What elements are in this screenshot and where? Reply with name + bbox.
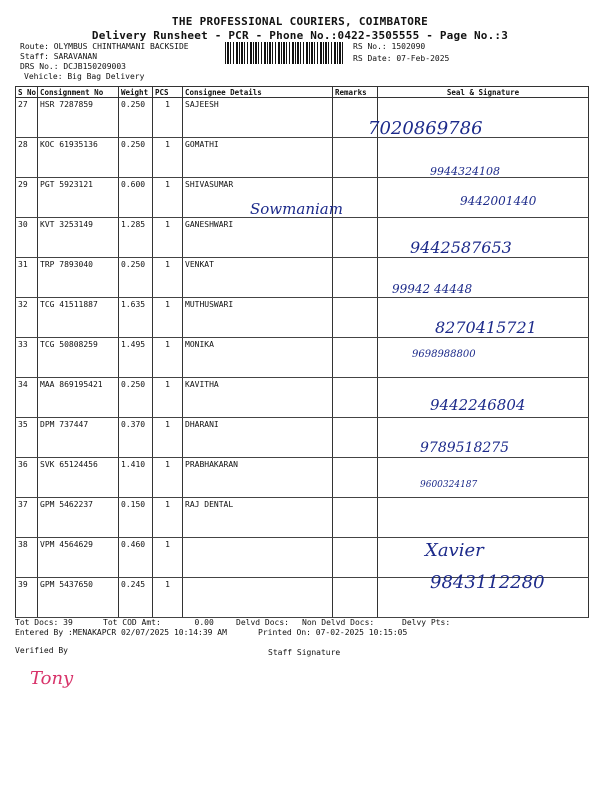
cell-weight: 1.285 — [119, 218, 153, 258]
cell-signature — [378, 338, 589, 378]
barcode — [225, 42, 345, 64]
entered-by: Entered By :MENAKAPCR 02/07/2025 10:14:39 AM — [15, 628, 227, 637]
cell-pcs: 1 — [153, 258, 183, 298]
cell-consignment: KOC 61935136 — [38, 138, 119, 178]
cell-consignee: DHARANI — [183, 418, 333, 458]
handwritten-signature-27: 7020869786 — [368, 118, 483, 139]
cell-consignee: KAVITHA — [183, 378, 333, 418]
cell-remarks — [333, 578, 378, 618]
handwritten-signature-33: 9698988800 — [412, 349, 476, 360]
drs-number: DRS No.: DCJB150209003 — [20, 62, 126, 71]
cell-consignment: TRP 7893040 — [38, 258, 119, 298]
cell-weight: 0.250 — [119, 378, 153, 418]
cell-consignment: PGT 5923121 — [38, 178, 119, 218]
page-title: THE PROFESSIONAL COURIERS, COIMBATORE — [171, 15, 429, 28]
cell-remarks — [333, 538, 378, 578]
cell-consignee: RAJ DENTAL — [183, 498, 333, 538]
runsheet-table — [15, 86, 589, 618]
cell-consignment: DPM 737447 — [38, 418, 119, 458]
staff-label: Staff: SARAVANAN — [20, 52, 98, 61]
verified-by-label: Verified By — [15, 646, 68, 655]
cell-pcs: 1 — [153, 378, 183, 418]
cell-remarks — [333, 338, 378, 378]
route-label: Route: OLYMBUS CHINTHAMANI BACKSIDE — [20, 42, 189, 51]
cell-weight: 0.460 — [119, 538, 153, 578]
cell-consignee: GOMATHI — [183, 138, 333, 178]
handwritten-signature-29: 9442001440 — [460, 194, 537, 208]
cell-consignee: GANESHWARI — [183, 218, 333, 258]
cell-sno: 36 — [16, 458, 38, 498]
handwritten-signature-35: 9789518275 — [420, 440, 510, 456]
cell-sno: 30 — [16, 218, 38, 258]
table-header-row — [16, 87, 589, 98]
cell-consignment: MAA 869195421 — [38, 378, 119, 418]
cell-signature — [378, 458, 589, 498]
col-pcs: PCS — [153, 87, 183, 98]
handwritten-signature-28: 9944324108 — [430, 165, 500, 178]
col-sno: S No — [16, 87, 38, 98]
cell-sno: 39 — [16, 578, 38, 618]
page-subtitle: Delivery Runsheet - PCR - Phone No.:0422-3505555 - Page No.:3 — [91, 29, 509, 42]
cell-weight: 1.410 — [119, 458, 153, 498]
cell-sno: 35 — [16, 418, 38, 458]
handwritten-name-29: Sowmaniam — [250, 200, 343, 218]
handwritten-signature-36: 9600324187 — [420, 480, 478, 490]
cell-remarks — [333, 218, 378, 258]
cell-remarks — [333, 138, 378, 178]
col-consignment: Consignment No — [38, 87, 119, 98]
cell-pcs: 1 — [153, 178, 183, 218]
cell-pcs: 1 — [153, 538, 183, 578]
cell-consignment: TCG 50808259 — [38, 338, 119, 378]
cell-consignment: GPM 5462237 — [38, 498, 119, 538]
table-row — [16, 458, 589, 498]
total-docs: Tot Docs: 39 — [15, 618, 73, 627]
cell-consignee: MUTHUSWARI — [183, 298, 333, 338]
cell-consignment: HSR 7287859 — [38, 98, 119, 138]
cell-weight: 1.495 — [119, 338, 153, 378]
table-row — [16, 258, 589, 298]
delivery-points: Delvy Pts: — [402, 618, 451, 627]
staff-signature-label: Staff Signature — [268, 648, 341, 657]
cell-sno: 34 — [16, 378, 38, 418]
handwritten-name-38: Xavier — [425, 540, 484, 561]
cell-weight: 0.600 — [119, 178, 153, 218]
cell-remarks — [333, 258, 378, 298]
cell-weight: 0.370 — [119, 418, 153, 458]
cell-pcs: 1 — [153, 498, 183, 538]
cell-remarks — [333, 498, 378, 538]
col-remarks: Remarks — [333, 87, 378, 98]
verifier-signature: Tony — [30, 668, 74, 689]
cell-consignment: VPM 4564629 — [38, 538, 119, 578]
printed-on: Printed On: 07-02-2025 10:15:05 — [258, 628, 408, 637]
cell-consignee: PRABHAKARAN — [183, 458, 333, 498]
cell-weight: 0.250 — [119, 98, 153, 138]
delivered-docs: Delvd Docs: — [236, 618, 289, 627]
cell-consignment: GPM 5437650 — [38, 578, 119, 618]
col-signature: Seal & Signature — [378, 87, 589, 98]
cell-sno: 27 — [16, 98, 38, 138]
cell-weight: 0.250 — [119, 138, 153, 178]
table-row — [16, 98, 589, 138]
cell-consignee — [183, 578, 333, 618]
non-delivered-docs: Non Delvd Docs: — [302, 618, 375, 627]
cell-sno: 33 — [16, 338, 38, 378]
cell-sno: 29 — [16, 178, 38, 218]
cell-sno: 32 — [16, 298, 38, 338]
cell-weight: 1.635 — [119, 298, 153, 338]
handwritten-signature-34: 9442246804 — [430, 396, 526, 414]
cell-weight: 0.150 — [119, 498, 153, 538]
cell-sno: 28 — [16, 138, 38, 178]
cell-consignee: SHIVASUMAR — [183, 178, 333, 218]
cell-consignment: SVK 65124456 — [38, 458, 119, 498]
table-row — [16, 138, 589, 178]
cell-weight: 0.250 — [119, 258, 153, 298]
cell-pcs: 1 — [153, 98, 183, 138]
handwritten-signature-32: 8270415721 — [435, 318, 537, 337]
cell-consignee: MONIKA — [183, 338, 333, 378]
cell-weight: 0.245 — [119, 578, 153, 618]
cell-pcs: 1 — [153, 298, 183, 338]
cell-consignee — [183, 538, 333, 578]
table-row — [16, 338, 589, 378]
cell-sno: 38 — [16, 538, 38, 578]
cell-consignment: TCG 41511887 — [38, 298, 119, 338]
cell-remarks — [333, 418, 378, 458]
cell-pcs: 1 — [153, 138, 183, 178]
cell-signature — [378, 498, 589, 538]
rs-date: RS Date: 07-Feb-2025 — [353, 54, 450, 63]
col-weight: Weight — [119, 87, 153, 98]
handwritten-signature-30: 9442587653 — [410, 238, 512, 257]
cell-sno: 37 — [16, 498, 38, 538]
cell-consignment: KVT 3253149 — [38, 218, 119, 258]
rs-number: RS No.: 1502090 — [353, 42, 426, 51]
cell-pcs: 1 — [153, 338, 183, 378]
cell-sno: 31 — [16, 258, 38, 298]
cell-remarks — [333, 458, 378, 498]
cell-pcs: 1 — [153, 218, 183, 258]
cell-pcs: 1 — [153, 578, 183, 618]
table-row — [16, 498, 589, 538]
col-consignee: Consignee Details — [183, 87, 333, 98]
cell-remarks — [333, 298, 378, 338]
cell-pcs: 1 — [153, 418, 183, 458]
handwritten-signature-39: 9843112280 — [430, 572, 545, 593]
handwritten-signature-31: 99942 44448 — [392, 282, 473, 296]
cell-remarks — [333, 378, 378, 418]
cell-consignee: SAJEESH — [183, 98, 333, 138]
cell-pcs: 1 — [153, 458, 183, 498]
cell-consignee: VENKAT — [183, 258, 333, 298]
total-cod-amount: Tot COD Amt: 0.00 — [103, 618, 214, 627]
vehicle-label: Vehicle: Big Bag Delivery — [24, 72, 145, 81]
